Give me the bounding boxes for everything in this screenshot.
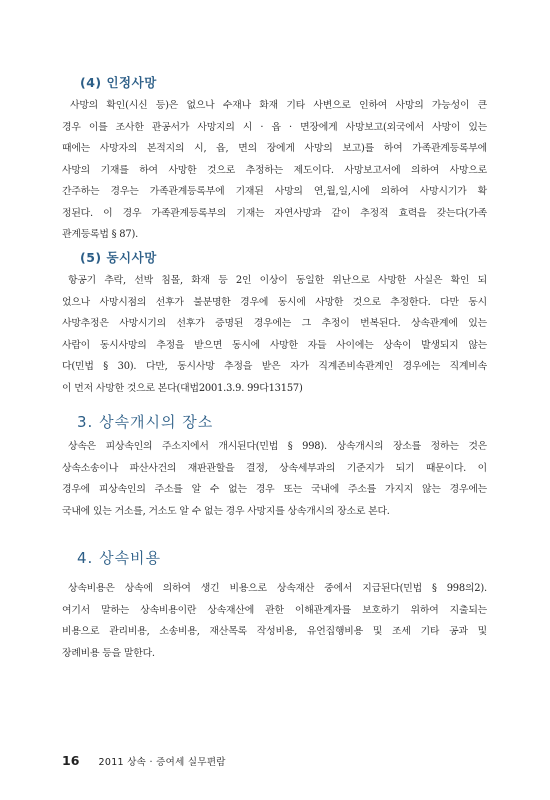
- text-line: 사망의 기재를 하여 사망한 것으로 추정하는 제도이다. 사망보고서에 의하여 사망으로: [62, 164, 487, 176]
- text-line: 항공기 추락, 선박 침몰, 화재 등 2인 이상이 동일한 위난으로 사망한 사실은 확인 되: [68, 275, 487, 286]
- text-line: 사망추정은 사망시기의 선후가 증명된 경우에는 그 추정이 번복된다. 상속관계에 있는: [62, 318, 487, 329]
- text-line: 이 먼저 사망한 것으로 본다(대법2001.3.9. 99다13157): [62, 382, 303, 394]
- text-line: 상속은 피상속인의 주소지에서 개시된다(민법 § 998). 상속개시의 장소를 정하는 것은: [68, 441, 487, 452]
- text-line: 다(민법 § 30). 다만, 동시사망 추정을 받은 자가 직계존비속관계인 경우에는 직계비속: [62, 361, 487, 372]
- section-heading-simultaneous-death: (5) 동시사망: [80, 250, 157, 265]
- section-heading-recognized-death: (4) 인정사망: [80, 75, 157, 90]
- text-line: 관계등록법 § 87).: [62, 229, 139, 240]
- running-title: 2011 상속 · 증여세 실무편람: [98, 757, 226, 768]
- paragraph-recognized-death: [62, 95, 487, 246]
- paragraph-simultaneous-death: [62, 270, 487, 399]
- paragraph-place-of-inheritance: [62, 436, 487, 522]
- text-line: 경우 이를 조사한 관공서가 사망지의 시 · 읍 · 면장에게 사망보고(외국에서 사망이 있는: [62, 121, 487, 133]
- text-line: 었으나 사망시점의 선후가 불분명한 경우에 동시에 사망한 것으로 추정한다. 다만 동시: [62, 296, 487, 308]
- text-line: 상속비용은 상속에 의하여 생긴 비용으로 상속재산 중에서 지급된다(민법 § 998의2).: [68, 583, 487, 594]
- text-line: 사람이 동시사망의 추정을 받으면 동시에 사망한 자들 사이에는 상속이 발생되지 않는: [62, 339, 487, 351]
- text-line: 여기서 말하는 상속비용이란 상속재산에 관한 이해관계자를 보호하기 위하여 지출되는: [62, 604, 487, 616]
- text-line: 정된다. 이 경우 가족관계등록부의 기재는 자연사망과 같이 추정적 효력을 갖는다(가족: [62, 207, 487, 219]
- text-line: 국내에 있는 거소를, 거소도 알 수 없는 경우 사망지를 상속개시의 장소로 본다.: [62, 505, 390, 517]
- text-line: 사망의 확인(시신 등)은 없으나 수재나 화재 기타 사변으로 인하여 사망의 가능성이 큰: [70, 100, 487, 111]
- page-number: 16: [62, 753, 80, 768]
- section-heading-inheritance-expenses: 4. 상속비용: [77, 549, 162, 567]
- text-line: 간주하는 경우는 가족관계등록부에 기재된 사망의 연,월,일,시에 의하여 사망시기가 확: [62, 186, 487, 197]
- text-line: 상속소송이나 파산사건의 재판관할을 결정, 상속세부과의 기준지가 되기 때문이다. 이: [62, 462, 487, 474]
- text-line: 비용으로 관리비용, 소송비용, 재산목록 작성비용, 유언집행비용 및 조세 기타 공과 및: [62, 626, 487, 637]
- text-line: 경우에 피상속인의 주소를 알 수 없는 경우 또는 국내에 주소를 가지지 않는 경우에는: [62, 484, 487, 495]
- paragraph-inheritance-expenses: [62, 578, 487, 664]
- page-footer: [62, 750, 226, 769]
- section-heading-place-of-inheritance: 3. 상속개시의 장소: [77, 413, 214, 431]
- text-line: 때에는 사망자의 본적지의 시, 읍, 면의 장에게 사망의 보고)를 하여 가족관계등록부에: [62, 143, 487, 154]
- text-line: 장례비용 등을 말한다.: [62, 647, 155, 659]
